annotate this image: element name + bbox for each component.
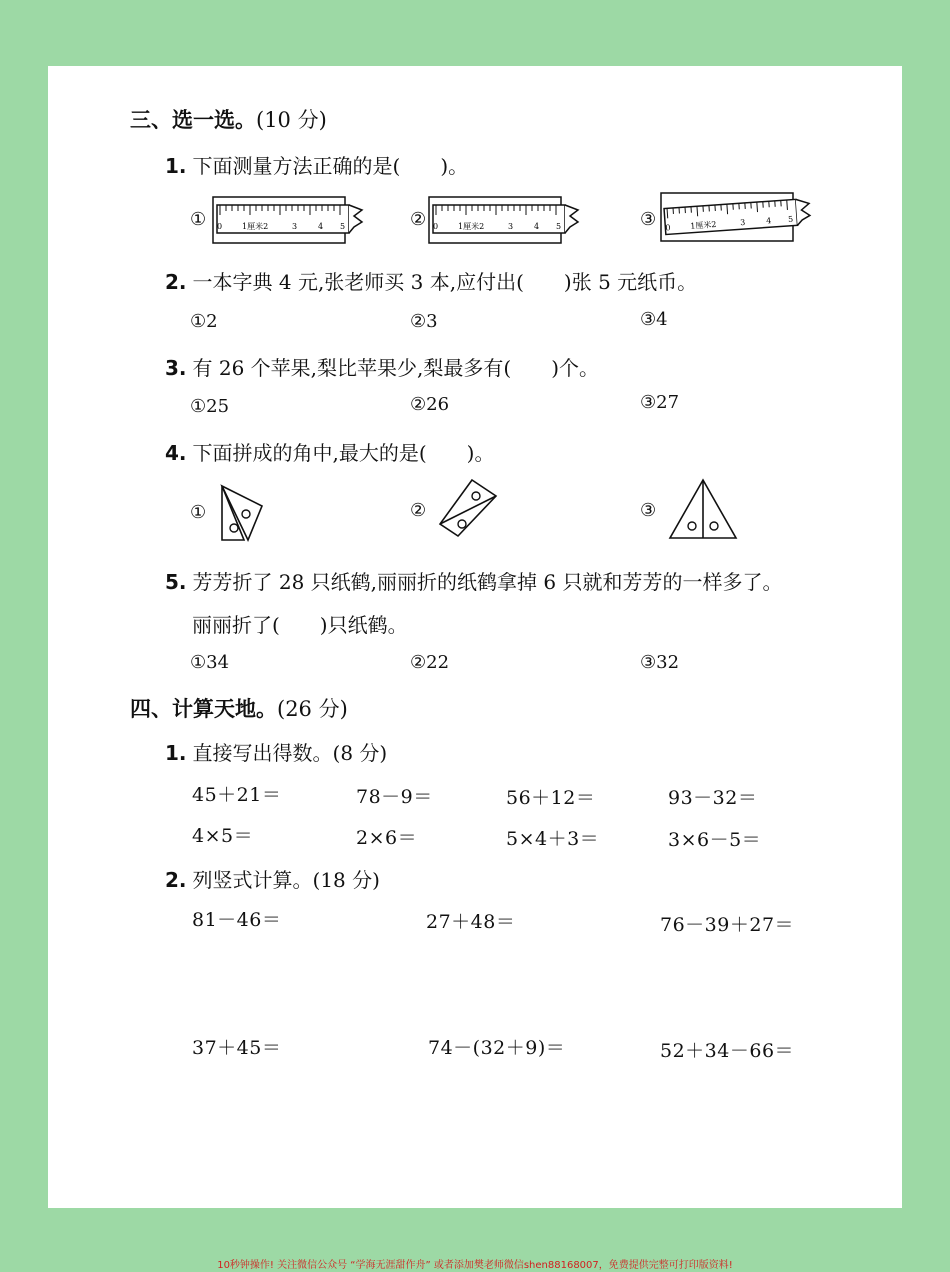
set-square-angle-3-icon xyxy=(668,478,738,542)
ruler-label-1: 1厘米2 xyxy=(242,222,269,231)
set-square-angle-2-icon xyxy=(436,478,498,540)
question-number: 2. xyxy=(165,868,187,892)
ruler-option-3-label: ③ xyxy=(640,209,657,230)
vertical-calc-item: 76－39＋27＝ xyxy=(660,914,795,936)
mental-math-item: 56＋12＝ xyxy=(506,787,596,809)
question-text: 下面测量方法正确的是( )。 xyxy=(192,154,469,178)
ruler-label-4: 4 xyxy=(318,222,324,231)
mental-math-item: 5×4＋3＝ xyxy=(506,828,600,850)
angle-option-2-label: ② xyxy=(410,500,427,521)
ruler-option-2-label: ② xyxy=(410,209,427,230)
question-number: 1. xyxy=(165,741,187,765)
question-text: 有 26 个苹果,梨比苹果少,梨最多有( )个。 xyxy=(192,356,599,380)
question-number: 2. xyxy=(165,270,187,294)
ruler-label-3: 3 xyxy=(508,222,514,231)
mental-math-item: 3×6－5＝ xyxy=(668,829,762,851)
section-4-points: (26 分) xyxy=(277,697,348,721)
question-3-4 xyxy=(165,437,494,466)
vertical-calc-item: 74－(32＋9)＝ xyxy=(428,1037,566,1059)
question-number: 5. xyxy=(165,570,187,594)
question-3-3 xyxy=(165,352,599,381)
question-text: 芳芳折了 28 只纸鹤,丽丽折的纸鹤拿掉 6 只就和芳芳的一样多了。 xyxy=(192,570,783,594)
ruler-label-0: 0 xyxy=(665,223,671,233)
mental-math-item: 45＋21＝ xyxy=(192,784,282,806)
section-3-points: (10 分) xyxy=(256,108,327,132)
vertical-calc-item: 37＋45＝ xyxy=(192,1037,282,1059)
set-square-angle-1-icon xyxy=(218,484,268,542)
question-text: 直接写出得数。(8 分) xyxy=(192,741,388,765)
ruler-label-4: 4 xyxy=(534,222,540,231)
ruler-option-2-icon xyxy=(428,196,580,246)
ruler-option-1-label: ① xyxy=(190,209,207,230)
ruler-label-1: 1厘米2 xyxy=(690,219,717,231)
question-3-2 xyxy=(165,266,697,295)
mental-math-item: 78－9＝ xyxy=(356,786,433,808)
ruler-label-5: 5 xyxy=(340,222,346,231)
section-3-title: 三、选一选。 xyxy=(130,107,256,132)
vertical-calc-item: 27＋48＝ xyxy=(426,911,516,933)
vertical-calc-item: 52＋34－66＝ xyxy=(660,1040,795,1062)
option-3-2-c: ③4 xyxy=(640,309,668,330)
ruler-label-3: 3 xyxy=(292,222,298,231)
mental-math-item: 4×5＝ xyxy=(192,825,254,847)
option-3-2-a: ①2 xyxy=(190,311,218,332)
ruler-label-3: 3 xyxy=(739,217,746,228)
section-4-title: 四、计算天地。 xyxy=(130,696,277,721)
section-4-heading xyxy=(130,693,348,723)
ruler-label-5: 5 xyxy=(556,222,562,231)
option-3-3-a: ①25 xyxy=(190,396,230,417)
question-number: 4. xyxy=(165,441,187,465)
option-3-3-c: ③27 xyxy=(640,392,680,413)
question-number: 1. xyxy=(165,154,187,178)
ruler-option-3-icon xyxy=(660,192,812,244)
ruler-label-0: 0 xyxy=(217,222,223,231)
option-3-5-a: ①34 xyxy=(190,652,230,673)
question-text-line-2: 丽丽折了( )只纸鹤。 xyxy=(192,613,408,637)
question-number: 3. xyxy=(165,356,187,380)
angle-option-1-label: ① xyxy=(190,502,207,523)
promo-footer: 10秒钟操作! 关注微信公众号 “学海无涯甜作舟” 或者添加樊老师微信shen88168007，免费提供完整可打印版资料! xyxy=(217,1260,733,1271)
ruler-label-5: 5 xyxy=(787,214,794,224)
question-text: 一本字典 4 元,张老师买 3 本,应付出( )张 5 元纸币。 xyxy=(192,270,698,294)
question-4-1 xyxy=(165,737,387,766)
question-text: 列竖式计算。(18 分) xyxy=(192,868,380,892)
question-text: 下面拼成的角中,最大的是( )。 xyxy=(192,441,495,465)
vertical-calc-item: 81－46＝ xyxy=(192,909,282,931)
mental-math-item: 93－32＝ xyxy=(668,787,758,809)
ruler-label-1: 1厘米2 xyxy=(458,222,485,231)
question-4-2 xyxy=(165,864,380,893)
section-3-heading xyxy=(130,104,327,134)
option-3-5-b: ②22 xyxy=(410,652,450,673)
ruler-option-1-icon xyxy=(212,196,364,246)
option-3-2-b: ②3 xyxy=(410,311,438,332)
option-3-3-b: ②26 xyxy=(410,394,450,415)
option-3-5-c: ③32 xyxy=(640,652,680,673)
mental-math-item: 2×6＝ xyxy=(356,827,418,849)
question-3-5 xyxy=(165,566,782,595)
angle-option-3-label: ③ xyxy=(640,500,657,521)
ruler-label-4: 4 xyxy=(765,216,772,226)
ruler-label-0: 0 xyxy=(433,222,439,231)
question-3-1 xyxy=(165,150,468,179)
